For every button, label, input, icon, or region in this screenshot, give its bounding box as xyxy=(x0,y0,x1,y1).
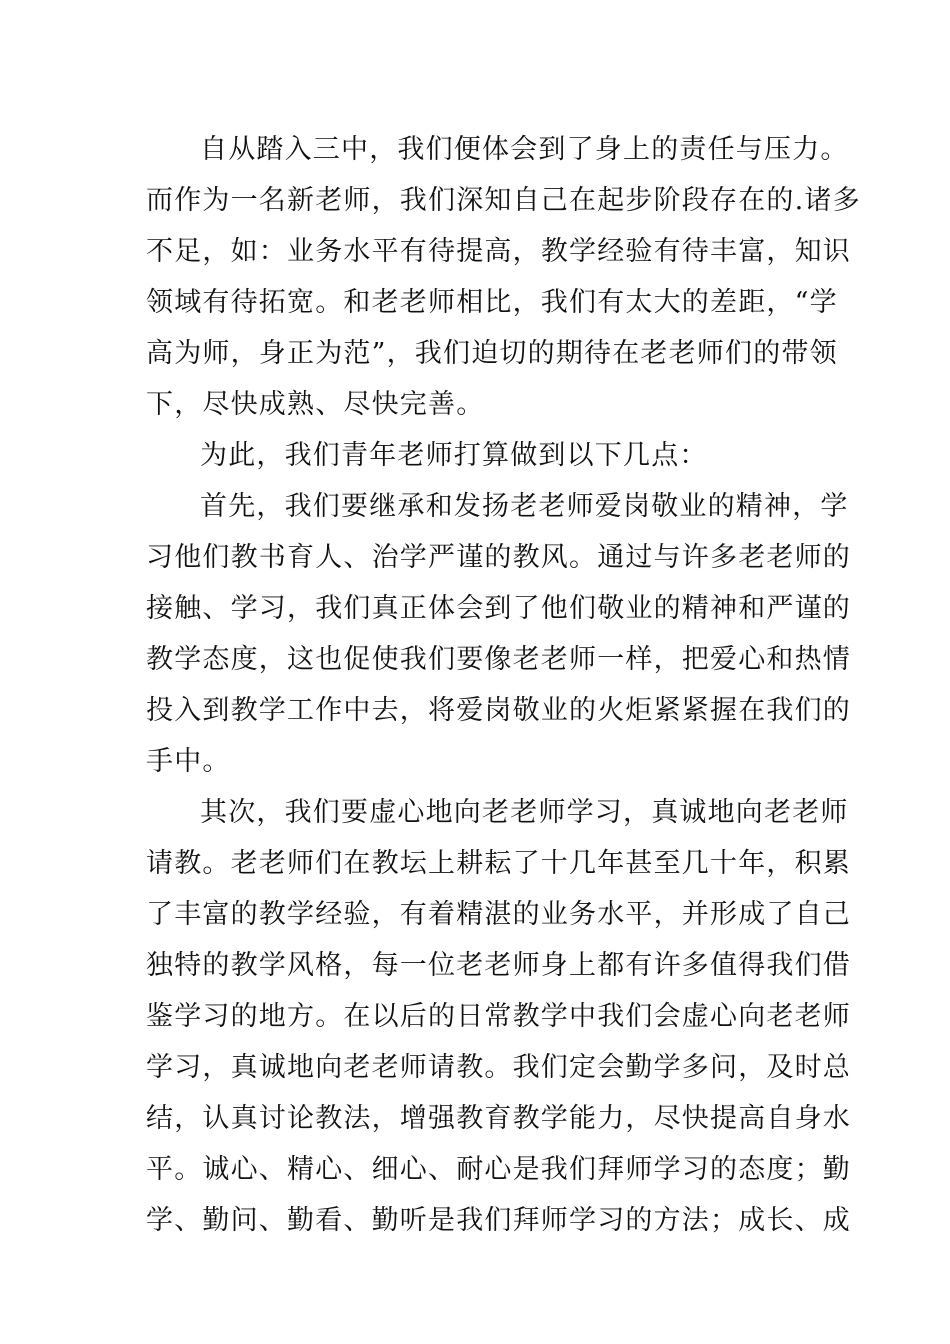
text-line: 习他们教书育人、治学严谨的教风。通过与许多老老师的 xyxy=(146,542,851,573)
text-line: 其次，我们要虚心地向老老师学习，真诚地向老老师 xyxy=(200,797,849,828)
text-line: 学、勤问、勤看、勤听是我们拜师学习的方法；成长、成 xyxy=(146,1205,851,1236)
paragraph-1 xyxy=(146,124,861,430)
paragraph-2 xyxy=(146,430,806,481)
text-line: 了丰富的教学经验，有着精湛的业务水平，并形成了自己 xyxy=(146,899,851,930)
text-line: 不足，如：业务水平有待提高，教学经验有待丰富，知识 xyxy=(146,236,851,267)
text-line: 请教。老老师们在教坛上耕耘了十几年甚至几十年，积累 xyxy=(146,848,851,879)
text-line: 接触、学习，我们真正体会到了他们敬业的精神和严谨的 xyxy=(146,593,851,624)
text-line: 鉴学习的地方。在以后的日常教学中我们会虚心向老老师 xyxy=(146,1001,851,1032)
text-line: 结，认真讨论教法，增强教育教学能力，尽快提高自身水 xyxy=(146,1103,851,1134)
text-line: 学习，真诚地向老老师请教。我们定会勤学多问，及时总 xyxy=(146,1052,851,1083)
text-line: 手中。 xyxy=(146,746,231,777)
document-body xyxy=(146,124,861,1246)
paragraph-3 xyxy=(146,481,851,787)
text-line: 平。诚心、精心、细心、耐心是我们拜师学习的态度；勤 xyxy=(146,1154,851,1185)
text-line: 自从踏入三中，我们便体会到了身上的责任与压力。 xyxy=(200,134,849,165)
text-line: 投入到教学工作中去，将爱岗敬业的火炬紧紧握在我们的 xyxy=(146,695,851,726)
text-line: 独特的教学风格，每一位老老师身上都有许多值得我们借 xyxy=(146,950,851,981)
text-line: 而作为一名新老师，我们深知自己在起步阶段存在的.诸多 xyxy=(146,185,861,216)
text-line: 教学态度，这也促使我们要像老老师一样，把爱心和热情 xyxy=(146,644,851,675)
text-line: 领域有待拓宽。和老老师相比，我们有太大的差距，“学 xyxy=(146,287,838,318)
paragraph-4 xyxy=(146,787,851,1246)
text-line: 下，尽快成熟、尽快完善。 xyxy=(146,389,485,420)
text-line: 为此，我们青年老师打算做到以下几点： xyxy=(200,440,708,471)
text-line: 首先，我们要继承和发扬老老师爱岗敬业的精神，学 xyxy=(200,491,849,522)
text-line: 高为师，身正为范”，我们迫切的期待在老老师们的带领 xyxy=(146,338,838,369)
